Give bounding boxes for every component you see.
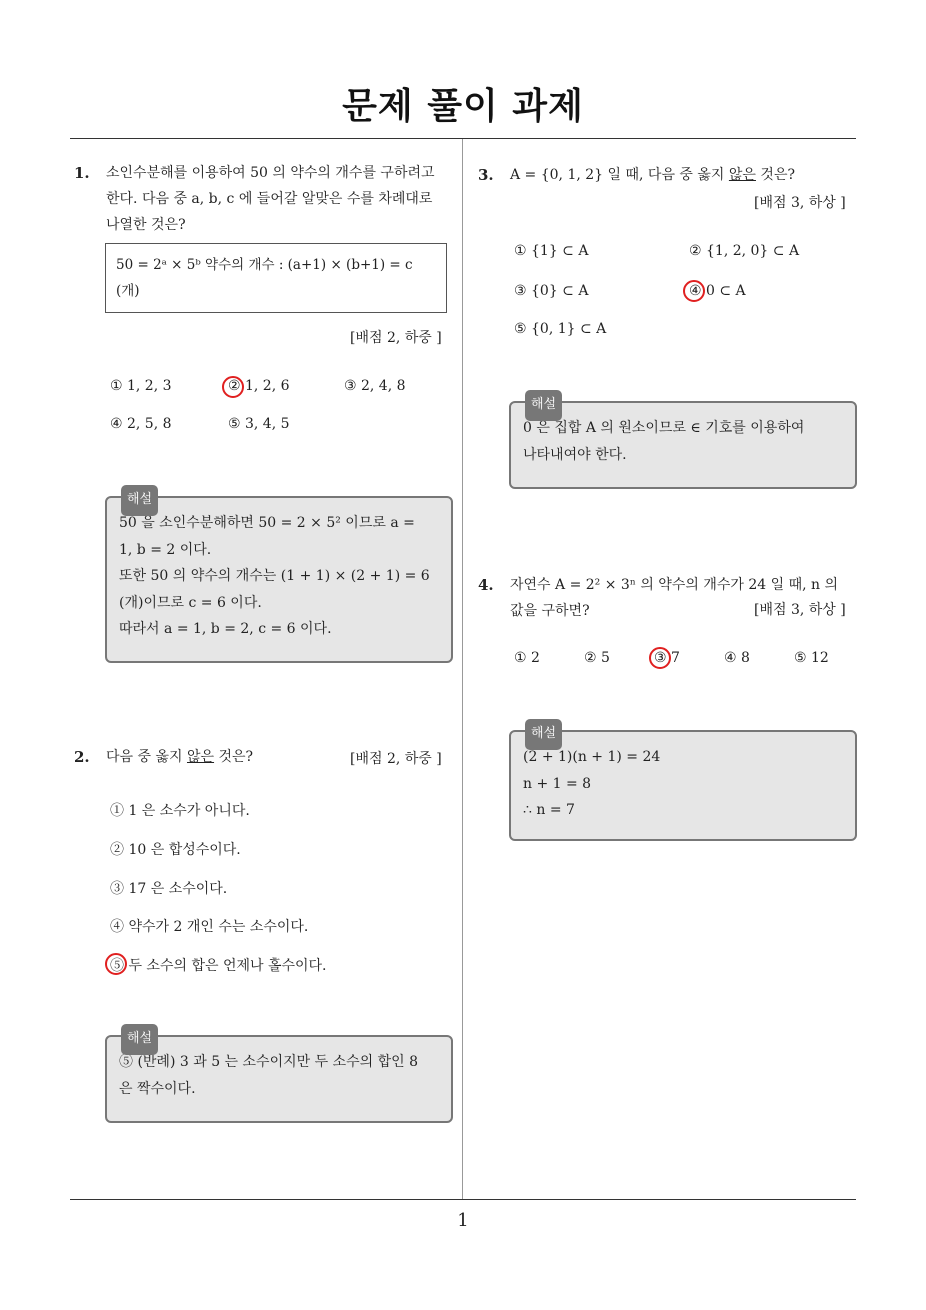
page-number: 1	[457, 1210, 469, 1231]
q3-question	[510, 162, 795, 188]
q1-text-line2: 한다. 다음 중 a, b, c 에 들어갈 알맞은 수를 차례대로	[106, 191, 433, 207]
column-divider	[462, 139, 463, 1199]
q2-option-1[interactable]: ① 1 은 소수가 아니다.	[110, 803, 250, 819]
q1-option-1[interactable]: ① 1, 2, 3	[110, 378, 172, 394]
q2-option-4[interactable]: ④ 약수가 2 개인 수는 소수이다.	[110, 919, 309, 935]
q1-text-line1: 소인수분해를 이용하여 50 의 약수의 개수를 구하려고	[106, 165, 435, 181]
q1-solution-tag: 해설	[121, 485, 158, 516]
q4-option-5[interactable]: ⑤ 12	[794, 650, 829, 666]
q1-number: 1.	[74, 164, 90, 182]
q3-solution-box	[509, 397, 857, 489]
q2-solution-box	[105, 1031, 453, 1123]
q4-solution-box	[509, 726, 857, 841]
q1-answer-circle-mark	[222, 376, 244, 398]
q3-number: 3.	[478, 166, 494, 184]
q1-points: [배점 2, 하중 ]	[350, 330, 442, 346]
q4-number: 4.	[478, 576, 494, 594]
q4-option-4[interactable]: ④ 8	[724, 650, 750, 666]
q1-formula-line2: (개)	[116, 283, 140, 299]
q3-sol-line2: 나타내여야 한다.	[523, 446, 627, 463]
bottom-rule	[70, 1199, 856, 1200]
q1-solution-box	[105, 492, 453, 663]
q1-formula-box	[105, 243, 447, 313]
top-rule	[70, 138, 856, 139]
q1-option-2[interactable]: ② 1, 2, 6	[228, 378, 290, 394]
q2-answer-circle-mark	[105, 953, 127, 975]
q3-option-2[interactable]: ② {1, 2, 0} ⊂ A	[689, 243, 800, 259]
q4-answer-circle-mark	[649, 647, 671, 669]
q3-solution-tag: 해설	[525, 390, 562, 421]
q2-sol-line2: 은 짝수이다.	[119, 1080, 196, 1097]
q3-points: [배점 3, 하상 ]	[754, 195, 846, 211]
q1-option-4[interactable]: ④ 2, 5, 8	[110, 416, 172, 432]
q1-sol-line2: 1, b = 2 이다.	[119, 541, 212, 558]
q4-points: [배점 3, 하상 ]	[754, 602, 846, 618]
q1-sol-line3: 또한 50 의 약수의 개수는 (1 + 1) × (2 + 1) = 6	[119, 568, 430, 584]
q1-question	[106, 160, 458, 238]
q2-number: 2.	[74, 748, 90, 766]
q2-option-2[interactable]: ② 10 은 합성수이다.	[110, 842, 241, 858]
q4-sol-line2: n + 1 = 8	[523, 775, 592, 792]
q2-points: [배점 2, 하중 ]	[350, 751, 442, 767]
q4-solution-tag: 해설	[525, 719, 562, 750]
q3-sol-line1: 0 은 집합 A 의 원소이므로 ∈ 기호를 이용하여	[523, 420, 805, 436]
q2-sol-line1: ⑤ (반례) 3 과 5 는 소수이지만 두 소수의 합인 8	[119, 1054, 419, 1070]
q3-answer-circle-mark	[683, 280, 705, 302]
q3-option-5[interactable]: ⑤ {0, 1} ⊂ A	[514, 321, 607, 337]
q2-solution-tag: 해설	[121, 1024, 158, 1055]
q3-text-underlined: 않은	[728, 167, 756, 183]
q1-sol-line5: 따라서 a = 1, b = 2, c = 6 이다.	[119, 621, 332, 637]
q2-question	[106, 744, 253, 770]
q1-formula-line1: 50 = 2ᵃ × 5ᵇ 약수의 개수 : (a+1) × (b+1) = c	[116, 257, 413, 273]
q2-text-underlined: 않은	[186, 749, 215, 765]
q4-text-line2: 값을 구하면?	[510, 603, 590, 619]
q3-option-4[interactable]: ④ 0 ⊂ A	[689, 283, 746, 299]
q3-text-post: 것은?	[755, 167, 795, 183]
q3-option-3[interactable]: ③ {0} ⊂ A	[514, 283, 589, 299]
q4-option-2[interactable]: ② 5	[584, 650, 610, 666]
q4-sol-line1: (2 + 1)(n + 1) = 24	[523, 749, 661, 765]
q3-option-1[interactable]: ① {1} ⊂ A	[514, 243, 589, 259]
q2-option-3[interactable]: ③ 17 은 소수이다.	[110, 881, 228, 897]
q1-sol-line4: (개)이므로 c = 6 이다.	[119, 594, 262, 611]
q1-option-3[interactable]: ③ 2, 4, 8	[344, 378, 406, 394]
q2-option-5[interactable]: ⑤ 두 소수의 합은 언제나 홀수이다.	[110, 958, 327, 974]
q4-sol-line3: ∴ n = 7	[523, 802, 575, 818]
q4-option-3[interactable]: ③ 7	[654, 650, 680, 666]
q1-option-5[interactable]: ⑤ 3, 4, 5	[228, 416, 290, 432]
q4-text-line1: 자연수 A = 2² × 3ⁿ 의 약수의 개수가 24 일 때, n 의	[510, 577, 838, 593]
q3-text-pre: A = {0, 1, 2} 일 때, 다음 중 옳지	[510, 167, 729, 183]
q4-option-1[interactable]: ① 2	[514, 650, 540, 666]
page-title: 문제 풀이 과제	[342, 86, 584, 127]
q2-text-pre: 다음 중 옳지	[106, 749, 187, 765]
q2-text-post: 것은?	[214, 749, 254, 765]
q1-text-line3: 나열한 것은?	[106, 217, 186, 233]
q1-sol-line1: 50 을 소인수분해하면 50 = 2 × 5² 이므로 a =	[119, 515, 415, 531]
